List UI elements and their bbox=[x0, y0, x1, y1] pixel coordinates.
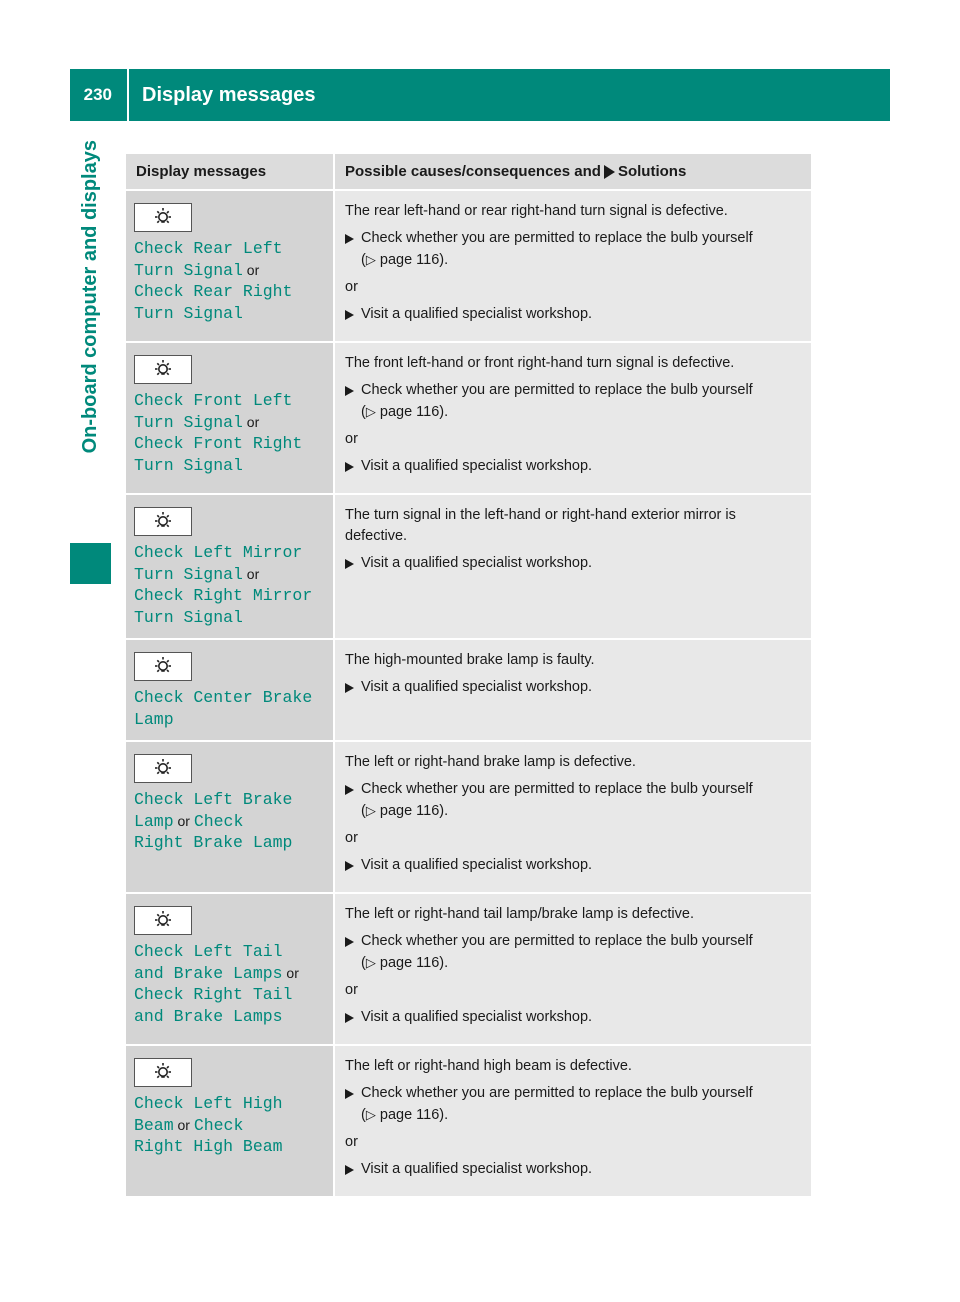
arrow-right-icon bbox=[345, 683, 354, 693]
message-cell bbox=[126, 190, 334, 342]
message-code: Check Front Left bbox=[134, 391, 293, 410]
page-ref-text[interactable]: page 116). bbox=[379, 803, 449, 819]
message-code: Check bbox=[193, 811, 244, 831]
arrow-right-icon bbox=[345, 310, 354, 320]
side-section-text: On-board computer and displays bbox=[79, 140, 101, 454]
page-ref-arrow-icon: ▷ bbox=[365, 404, 376, 419]
display-message-text bbox=[134, 1093, 325, 1158]
cause-text: The rear left-hand or rear right-hand turn signal is defective. bbox=[345, 203, 728, 219]
message-code: Check bbox=[193, 1115, 244, 1135]
message-code: Turn Signal bbox=[134, 260, 243, 280]
message-line bbox=[134, 1006, 325, 1028]
or-text: or bbox=[345, 982, 358, 998]
message-line bbox=[134, 1136, 325, 1158]
arrow-right-icon bbox=[345, 234, 354, 244]
message-line bbox=[134, 238, 325, 260]
side-section-label bbox=[70, 140, 111, 540]
bulb-warning-icon bbox=[134, 507, 192, 536]
solution-cell bbox=[334, 639, 811, 741]
message-line bbox=[134, 390, 325, 412]
solution-step-text: Visit a qualified specialist workshop. bbox=[361, 679, 593, 695]
page-reference[interactable]: (▷ page 116). bbox=[361, 1107, 449, 1123]
display-message-text bbox=[134, 789, 325, 854]
arrow-right-icon bbox=[345, 937, 354, 947]
col-header-solutions-text: Solutions bbox=[617, 163, 687, 180]
message-line bbox=[134, 1093, 325, 1115]
or-text: or bbox=[242, 413, 260, 430]
message-code: Check Rear Left bbox=[134, 239, 283, 258]
or-text: or bbox=[173, 1116, 194, 1133]
message-cell bbox=[126, 639, 334, 741]
page-ref-text[interactable]: page 116). bbox=[379, 955, 449, 971]
solution-step bbox=[345, 1083, 801, 1126]
message-line bbox=[134, 789, 325, 811]
cause-text: The front left-hand or front right-hand turn signal is defective. bbox=[345, 355, 735, 371]
solution-step bbox=[345, 380, 801, 423]
solution-cell bbox=[334, 893, 811, 1045]
message-code: and Brake Lamps bbox=[134, 1006, 283, 1026]
message-code: Turn Signal bbox=[134, 564, 243, 584]
message-cell bbox=[126, 494, 334, 639]
message-line bbox=[134, 607, 325, 629]
bulb-warning-icon bbox=[134, 355, 192, 384]
message-line bbox=[134, 811, 325, 833]
message-cell bbox=[126, 893, 334, 1045]
cause-text: The turn signal in the left-hand or right-hand exterior mirror is defective. bbox=[345, 507, 736, 544]
message-code: Check Front Right bbox=[134, 434, 303, 453]
message-code: Turn Signal bbox=[134, 412, 243, 432]
bulb-warning-icon bbox=[134, 203, 192, 232]
message-code: Check Right Tail bbox=[134, 985, 293, 1004]
page-reference[interactable]: (▷ page 116). bbox=[361, 404, 449, 420]
solution-step-text: Visit a qualified specialist workshop. bbox=[361, 1161, 593, 1177]
cause-text: The left or right-hand brake lamp is defective. bbox=[345, 754, 636, 770]
page-reference[interactable]: (▷ page 116). bbox=[361, 955, 449, 971]
solution-step bbox=[345, 1159, 801, 1180]
solution-step bbox=[345, 304, 801, 325]
table-row bbox=[126, 639, 811, 741]
page-ref-text[interactable]: page 116). bbox=[379, 404, 449, 420]
page-ref-text[interactable]: page 116). bbox=[379, 252, 449, 268]
message-code: Turn Signal bbox=[134, 607, 243, 627]
page-reference[interactable]: (▷ page 116). bbox=[361, 803, 449, 819]
message-line bbox=[134, 260, 325, 282]
solution-step-text: Visit a qualified specialist workshop. bbox=[361, 857, 593, 873]
or-text: or bbox=[345, 431, 358, 447]
or-text: or bbox=[345, 830, 358, 846]
message-line bbox=[134, 433, 325, 455]
bulb-warning-icon bbox=[134, 754, 192, 783]
display-message-text bbox=[134, 687, 325, 730]
message-line bbox=[134, 984, 325, 1006]
solution-step-text: Check whether you are permitted to replace the bulb yourself bbox=[361, 933, 753, 949]
solution-step bbox=[345, 456, 801, 477]
message-code: Turn Signal bbox=[134, 303, 243, 323]
display-message-text bbox=[134, 238, 325, 324]
table-row bbox=[126, 494, 811, 639]
arrow-right-icon bbox=[345, 386, 354, 396]
message-line bbox=[134, 412, 325, 434]
solution-step-text: Visit a qualified specialist workshop. bbox=[361, 555, 593, 571]
solution-cell bbox=[334, 1045, 811, 1197]
bulb-warning-icon bbox=[134, 652, 192, 681]
solution-step bbox=[345, 779, 801, 822]
page-ref-arrow-icon: ▷ bbox=[365, 1107, 376, 1122]
message-code: Turn Signal bbox=[134, 455, 243, 475]
message-cell bbox=[126, 1045, 334, 1197]
solution-step bbox=[345, 931, 801, 974]
message-code: Lamp bbox=[134, 709, 174, 729]
arrow-right-icon bbox=[345, 559, 354, 569]
solution-cell bbox=[334, 190, 811, 342]
or-text: or bbox=[242, 261, 260, 278]
message-line bbox=[134, 832, 325, 854]
solution-step-text: Check whether you are permitted to replace the bulb yourself bbox=[361, 781, 753, 797]
message-line bbox=[134, 1115, 325, 1137]
table-row bbox=[126, 1045, 811, 1197]
table-row bbox=[126, 741, 811, 893]
table-row bbox=[126, 190, 811, 342]
arrow-right-icon bbox=[345, 1089, 354, 1099]
message-code: Beam bbox=[134, 1115, 174, 1135]
cause-text: The left or right-hand tail lamp/brake lamp is defective. bbox=[345, 906, 694, 922]
display-message-text bbox=[134, 542, 325, 628]
or-text: or bbox=[242, 565, 260, 582]
solution-cell bbox=[334, 342, 811, 494]
table-header-row bbox=[126, 154, 811, 190]
arrow-right-icon bbox=[345, 1165, 354, 1175]
message-line bbox=[134, 564, 325, 586]
page-header bbox=[70, 69, 890, 121]
display-message-text bbox=[134, 390, 325, 476]
message-line bbox=[134, 963, 325, 985]
or-text: or bbox=[345, 279, 358, 295]
table-row bbox=[126, 342, 811, 494]
solution-step-text: Check whether you are permitted to replace the bulb yourself bbox=[361, 382, 753, 398]
message-code: Check Center Brake bbox=[134, 688, 313, 707]
solution-step bbox=[345, 1007, 801, 1028]
arrow-right-icon bbox=[345, 861, 354, 871]
arrow-right-icon bbox=[604, 165, 615, 179]
display-message-text bbox=[134, 941, 325, 1027]
solution-step bbox=[345, 677, 801, 698]
table-row bbox=[126, 893, 811, 1045]
message-code: Check Right Mirror bbox=[134, 586, 313, 605]
arrow-right-icon bbox=[345, 785, 354, 795]
message-line bbox=[134, 455, 325, 477]
side-section-marker bbox=[70, 543, 111, 584]
message-line bbox=[134, 709, 325, 731]
col-header-messages: Display messages bbox=[126, 154, 334, 190]
message-code: Check Rear Right bbox=[134, 282, 293, 301]
page-ref-text[interactable]: page 116). bbox=[379, 1107, 449, 1123]
message-line bbox=[134, 941, 325, 963]
page-ref-arrow-icon: ▷ bbox=[365, 252, 376, 267]
display-messages-table bbox=[126, 154, 811, 1198]
arrow-right-icon bbox=[345, 1013, 354, 1023]
message-code: Check Left Tail bbox=[134, 942, 283, 961]
solution-step-text: Visit a qualified specialist workshop. bbox=[361, 1009, 593, 1025]
message-code: and Brake Lamps bbox=[134, 963, 283, 983]
solution-step bbox=[345, 855, 801, 876]
solution-step-text: Visit a qualified specialist workshop. bbox=[361, 458, 593, 474]
message-code: Right Brake Lamp bbox=[134, 833, 293, 852]
header-divider bbox=[127, 69, 129, 121]
page-title: Display messages bbox=[142, 83, 316, 106]
or-text: or bbox=[173, 812, 194, 829]
page-reference[interactable]: (▷ page 116). bbox=[361, 252, 449, 268]
solution-step bbox=[345, 228, 801, 271]
message-line bbox=[134, 303, 325, 325]
col-header-causes bbox=[334, 154, 811, 190]
bulb-warning-icon bbox=[134, 906, 192, 935]
message-cell bbox=[126, 741, 334, 893]
or-text: or bbox=[345, 1134, 358, 1150]
or-text: or bbox=[282, 964, 299, 981]
message-code: Lamp bbox=[134, 811, 174, 831]
solution-cell bbox=[334, 494, 811, 639]
message-cell bbox=[126, 342, 334, 494]
solution-step-text: Check whether you are permitted to replace the bulb yourself bbox=[361, 230, 753, 246]
message-code: Check Left Brake bbox=[134, 790, 293, 809]
message-line bbox=[134, 281, 325, 303]
message-line bbox=[134, 687, 325, 709]
arrow-right-icon bbox=[345, 462, 354, 472]
page-ref-arrow-icon: ▷ bbox=[365, 803, 376, 818]
message-line bbox=[134, 585, 325, 607]
solution-step bbox=[345, 553, 801, 574]
cause-text: The left or right-hand high beam is defective. bbox=[345, 1058, 632, 1074]
message-code: Right High Beam bbox=[134, 1137, 283, 1156]
bulb-warning-icon bbox=[134, 1058, 192, 1087]
message-code: Check Left Mirror bbox=[134, 543, 303, 562]
message-code: Check Left High bbox=[134, 1094, 283, 1113]
page-ref-arrow-icon: ▷ bbox=[365, 955, 376, 970]
cause-text: The high-mounted brake lamp is faulty. bbox=[345, 652, 595, 668]
solution-step-text: Check whether you are permitted to replace the bulb yourself bbox=[361, 1085, 753, 1101]
col-header-causes-text: Possible causes/consequences and bbox=[345, 163, 601, 180]
solution-cell bbox=[334, 741, 811, 893]
message-line bbox=[134, 542, 325, 564]
page-number: 230 bbox=[83, 85, 112, 104]
solution-step-text: Visit a qualified specialist workshop. bbox=[361, 306, 593, 322]
